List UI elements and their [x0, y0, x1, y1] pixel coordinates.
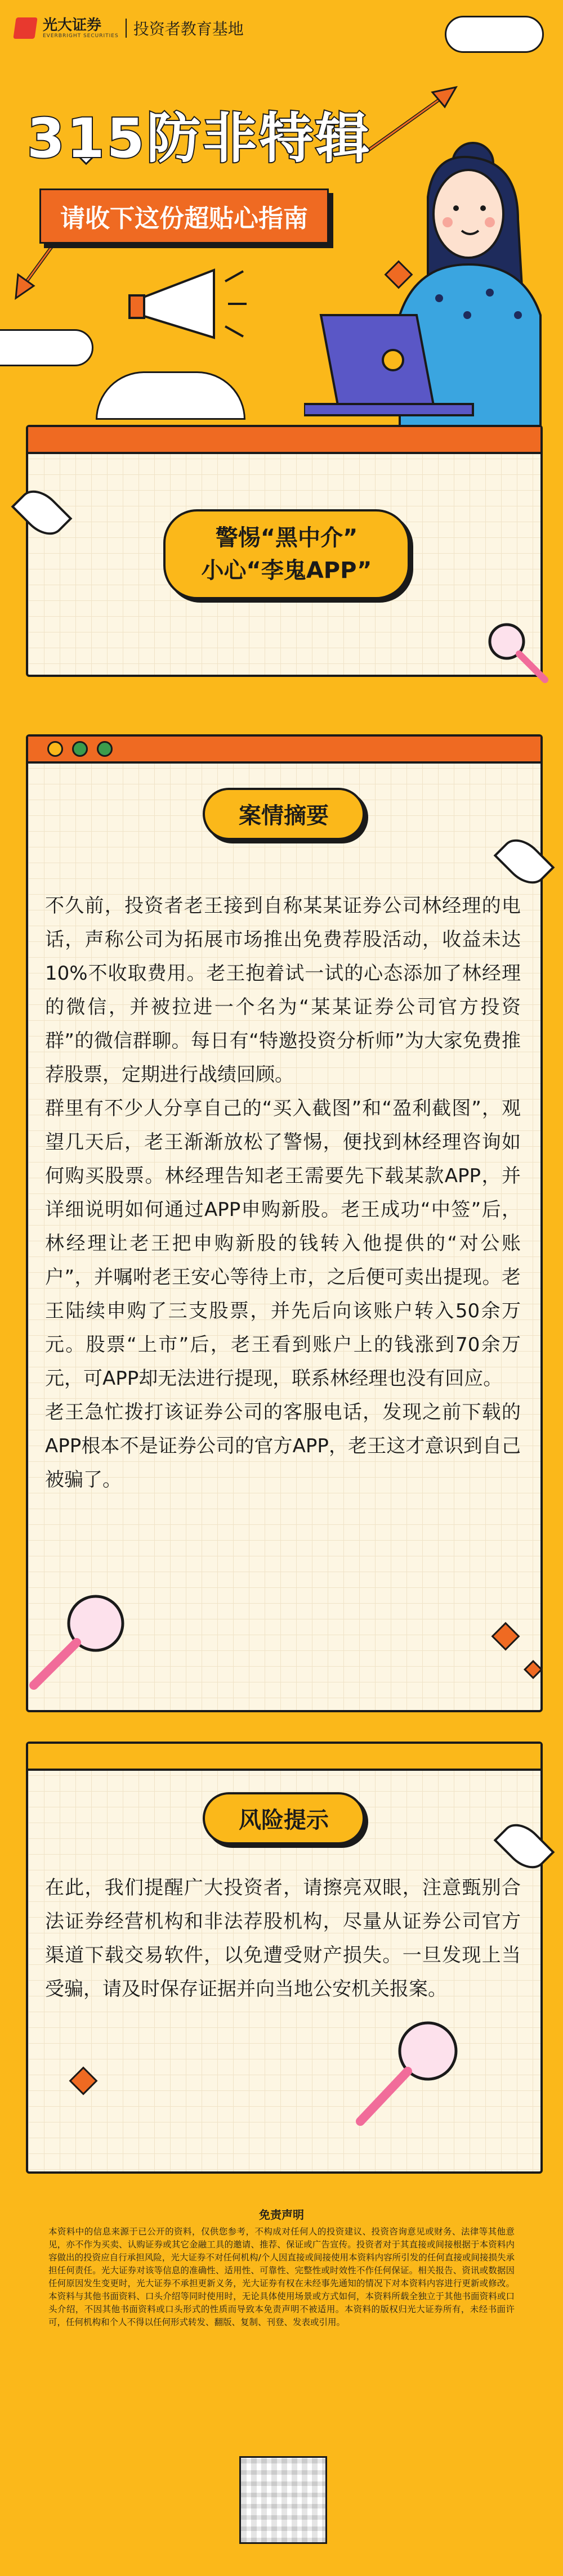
page-subtitle: 请收下这份超贴心指南 — [39, 189, 329, 244]
magnifier-icon — [23, 1584, 135, 1697]
qr-code — [239, 2456, 327, 2544]
cloud-icon — [445, 16, 544, 53]
risk-paragraph: 在此，我们提醒广大投资者，请擦亮双眼，注意甄别合法证券经营机构和非法荐股机构，尽量从证券公司官方渠道下载交易软件，以免遭受财产损失。一旦发现上当受骗，请及时保存证据并向当地公安机关报案。 — [45, 1877, 521, 2000]
disclaimer-text: 本资料中的信息来源于已公开的资料，仅供您参考，不构成对任何人的投资建议、投资咨询意见或财务、法律等其他意见，亦不作为买卖、认购证券或其它金融工具的邀请、推荐、保证或广告宣传。投资者对于其直接或间接根据于本资料内容做出的投资应自行承担风险，光大证券不对任何机构/个人因直接或间接使用本资料内容所引发的任何直接或间接损失承担任何责任。光大证券对该等信息的准确性、适用性、可靠性、完整性或时效性不作任何保证。相关报告、资讯或数据因任何原因发生变更时，光大证券不承担更新义务，光大证券有权在未经事先通知的情况下对本资料内容进行更新或修改。本资料与其他书面资料、口头介绍等同时使用时，无论具体使用场景或方式如何，本资料所载全独立于其他书面资料或口头介绍，不因其他书面资料或口头形式的性质而导致本免责声明不被适用。本资料的版权归光大证券所有，未经书面许可，任何机构和个人不得以任何形式转发、翻版、复制、刊登、发表或引用。 — [48, 2227, 515, 2327]
woman-illustration — [304, 129, 552, 433]
brand-header — [15, 17, 244, 39]
brand-sub: EVERBRIGHT SECURITIES — [43, 33, 119, 39]
case-heading: 案情摘要 — [203, 788, 365, 840]
window-dot-icon — [72, 741, 88, 757]
brand-logo-icon — [13, 17, 37, 39]
page-title: 315防非特辑 — [27, 107, 372, 170]
panel-title-bar — [28, 1744, 540, 1771]
magnifier-icon — [349, 2012, 473, 2135]
cloud-icon — [0, 329, 93, 366]
panel-title-bar — [28, 427, 540, 454]
risk-heading: 风险提示 — [203, 1792, 365, 1845]
case-paragraph: 老王急忙拨打该证券公司的客服电话，发现之前下载的APP根本不是证券公司的官方APP，老王这才意识到自己被骗了。 — [45, 1401, 521, 1491]
warning-callout — [163, 509, 410, 599]
brand-divider — [126, 19, 127, 38]
warning-line-2: 小心“李鬼APP” — [201, 558, 372, 584]
magnifier-icon — [484, 619, 552, 686]
cloud-icon — [96, 371, 245, 420]
disclaimer-title: 免责声明 — [259, 2208, 304, 2222]
warning-line-1: 警惕“黑中介” — [215, 525, 358, 551]
panel-title-bar — [28, 737, 540, 764]
case-body — [45, 889, 521, 1497]
megaphone-icon — [118, 259, 248, 349]
case-paragraph: 群里有不少人分享自己的“买入截图”和“盈利截图”，观望几天后，老王渐渐放松了警惕，便找到林经理咨询如何购买股票。林经理告知老王需要先下载某款APP，并详细说明如何通过APP申购新股。老王成功“中签”后，林经理让老王把申购新股的钱转入他提供的“对公账户”，并嘱咐老王安心等待上市，之后便可卖出提现。老王陆续申购了三支股票，并先后向该账户转入50余万元。股票“上市”后，老王看到账户上的钱涨到70余万元，可APP却无法进行提现，联系林经理也没有回应。 — [45, 1097, 521, 1390]
risk-body — [45, 1871, 521, 2006]
case-paragraph: 不久前，投资者老王接到自称某某证券公司林经理的电话，声称公司为拓展市场推出免费荐股活动，收益未达10%不收取费用。老王抱着试一试的心态添加了林经理的微信，并被拉进一个名为“某某证券公司官方投资群”的微信群聊。每日有“特邀投资分析师”为大家免费推荐股票，定期进行战绩回顾。 — [45, 895, 521, 1086]
window-dot-icon — [47, 741, 63, 757]
brand-name-block — [43, 17, 119, 39]
brand-slogan: 投资者教育基地 — [133, 20, 244, 38]
window-dot-icon — [97, 741, 113, 757]
brand-name: 光大证券 — [43, 17, 102, 34]
